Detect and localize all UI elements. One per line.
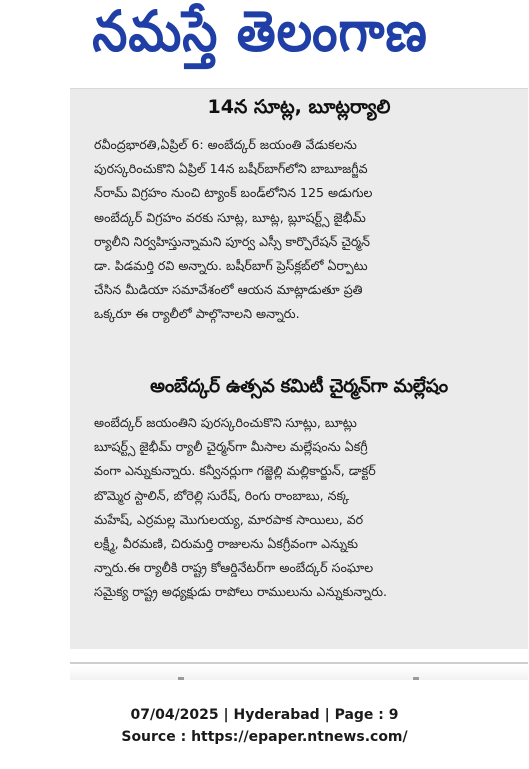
article-paragraph-committee [94,411,512,605]
masthead-title: నమస్తే తెలంగాణ [92,0,428,64]
paragraph-line: రవీంద్రభారతి,ఏప్రిల్ 6: అంబేద్కర్ జయంతి వేడుకలను [94,137,357,152]
paragraph-line: న్నారు.ఈ ర్యాలీకి రాష్ట్ర కోఆర్డినేటర్‌గా అంబేద్కర్ సంఘాల [94,560,374,576]
paragraph-line: సమైక్య రాష్ట్ర అధ్యక్షుడు రాపోలు రాములును ఎన్నుకున్నారు. [94,584,387,600]
paragraph-line: వంగా ఎన్నుకున్నారు. కన్వీనర్లుగా గజ్జెల్లి మల్లికార్జున్, డాక్టర్ [94,463,376,479]
article-headline-rally: 14న సూట్ల, బూట్లర్యాలి [207,96,391,118]
edition-info: 07/04/2025 | Hyderabad | Page : 9 [130,707,399,723]
paragraph-line: ఒక్కరూ ఈ ర్యాలీలో పాల్గొనాలని అన్నారు. [94,306,300,322]
cropped-text-fragment [178,677,184,680]
paragraph-line: బొమ్మెర స్టాలిన్, బోరెల్లి సురేష్, రింగు రాంబాబు, నక్క [94,487,350,503]
article-paragraph-rally [94,133,512,327]
paragraph-line: లక్ష్మీ, వీరమణి, చిరుమర్తి రాజులను ఏకగ్రీవంగా ఎన్నుకు [94,536,359,552]
cropped-next-article [70,666,528,680]
paragraph-line: న్‌రామ్ విగ్రహం నుంచి ట్యాంక్ బండ్‌లోనిన 125 అడుగుల [94,185,373,201]
paragraph-line: అంబేద్కర్ జయంతిని పురస్కరించుకొని సూట్లు, బూట్లు [94,415,357,430]
cropped-text-fragment [413,677,419,680]
newspaper-masthead [60,0,460,70]
paragraph-line: మహేష్, ఎర్రమల్ల మొగులయ్య, మారపాక సాయిలు, వర [94,511,364,527]
article-headline-committee: అంబేద్కర్ ఉత్సవ కమిటీ చైర్మన్‌గా మల్లేషం [150,376,448,397]
source-link[interactable]: Source : https://epaper.ntnews.com/ [121,729,408,745]
paragraph-line: ర్యాలీని నిర్వహిస్తున్నామని పూర్వ ఎస్సీ కార్పొరేషన్ చైర్మన్ [94,233,371,249]
paragraph-line: అంబేద్కర్ విగ్రహం వరకు సూట్ల, బూట్ల, బ్లూషర్ట్స్ జైభీమ్ [94,209,366,225]
paragraph-line: డా. పిడమర్తి రవి అన్నారు. బషీర్‌బాగ్ ప్రెస్‌క్లబ్‌లో ఏర్పాటు [94,258,368,274]
paragraph-line: బూషర్ట్స్ జైభీమ్ ర్యాలీ చైర్మన్‌గా మీసాల మల్లేషంను ఏకగ్రీ [94,439,368,455]
paragraph-line: పురస్కరించుకొని ఏప్రిల్ 14న బషీర్‌బాగ్‌లోని బాబూజగ్జీవ [94,161,368,177]
article-clipping [70,88,528,649]
section-divider [70,662,528,664]
paragraph-line: చేసిన మీడియా సమావేశంలో ఆయన మాట్లాడుతూ ప్రతి [94,282,363,298]
